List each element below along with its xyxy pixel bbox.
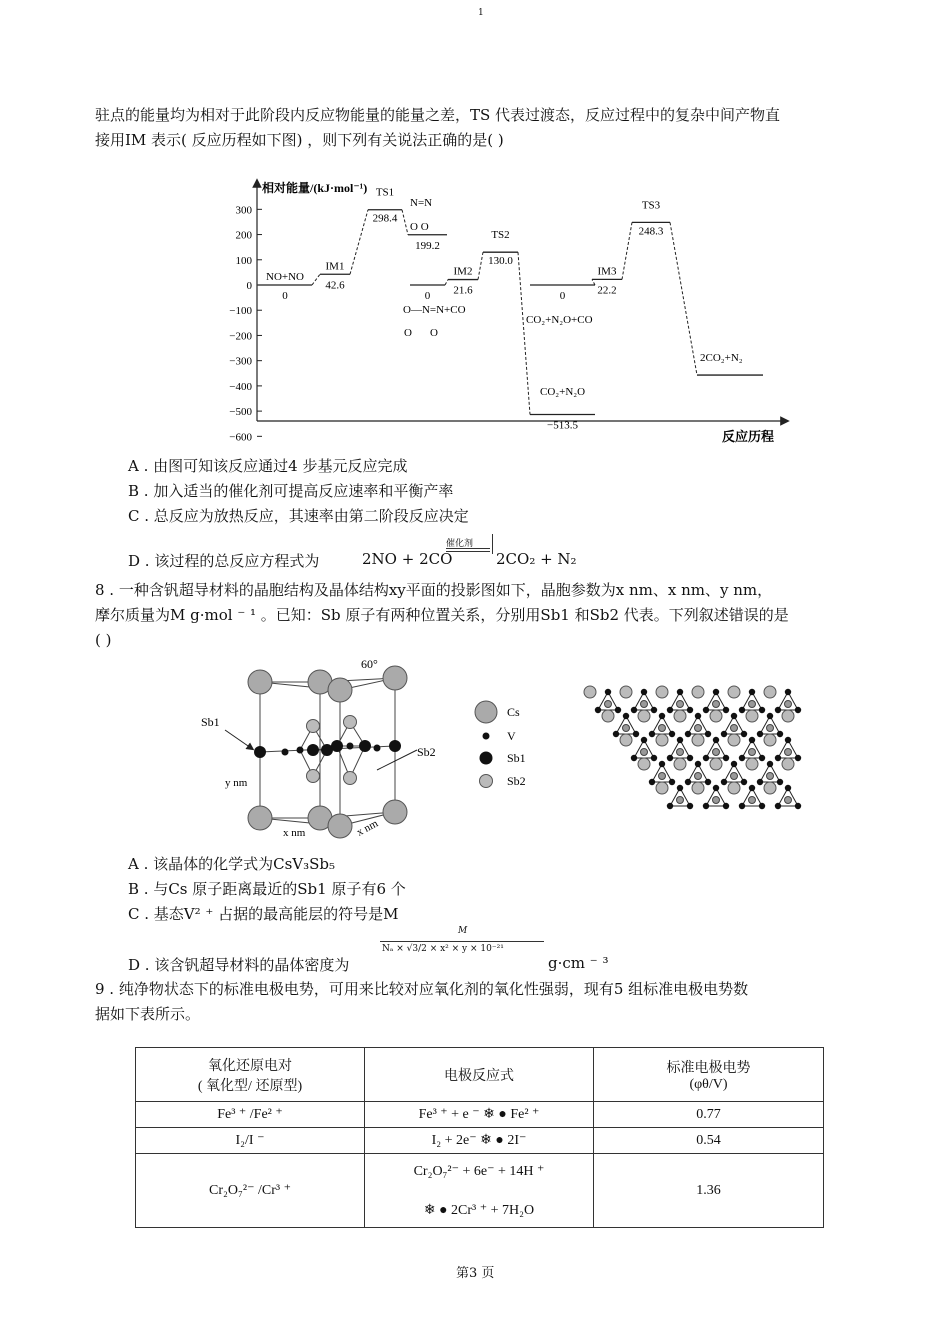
level-label: IM2 (453, 265, 473, 278)
ann-oo: O O (410, 221, 429, 233)
q8-d-numerator: M (458, 926, 468, 936)
proj-v (677, 689, 683, 695)
proj-v (687, 707, 693, 713)
proj-sb2 (695, 725, 702, 732)
proj-cs (746, 758, 758, 770)
proj-sb2 (785, 797, 792, 804)
q7-d-equals (446, 548, 490, 552)
proj-v (649, 731, 655, 737)
proj-sb2 (713, 797, 720, 804)
sb2-atom (344, 772, 357, 785)
proj-v (759, 755, 765, 761)
proj-v (739, 803, 745, 809)
proj-v (795, 803, 801, 809)
connector (445, 280, 448, 285)
proj-v (731, 713, 737, 719)
proj-v (659, 713, 665, 719)
proj-sb2 (641, 701, 648, 708)
y-tick-label: −200 (229, 330, 252, 343)
ann-o: O (404, 327, 412, 339)
connector (402, 210, 408, 235)
level-label: TS3 (641, 199, 661, 212)
intro-line-1: 驻点的能量均为相对于此阶段内反应物能量的能量之差，TS 代表过渡态，反应过程中的复杂中间产物直 (95, 106, 781, 124)
proj-v (759, 803, 765, 809)
proj-sb2 (659, 773, 666, 780)
proj-v (667, 707, 673, 713)
ann-final: 2CO₂+N₂ (700, 352, 743, 364)
q8-option-a: A . 该晶体的化学式为CsV₃Sb₅ (128, 855, 336, 873)
proj-v (703, 755, 709, 761)
proj-v (613, 731, 619, 737)
q9-line-2: 据如下表所示。 (95, 1005, 201, 1023)
cs-atom (383, 666, 407, 690)
q8-line-3: ( ) (95, 631, 112, 649)
proj-cs (764, 782, 776, 794)
proj-v (723, 707, 729, 713)
proj-v (775, 803, 781, 809)
proj-cs (656, 782, 668, 794)
proj-cs (674, 710, 686, 722)
proj-sb2 (731, 725, 738, 732)
sb2-atom (344, 716, 357, 729)
proj-sb2 (749, 701, 756, 708)
proj-v (651, 707, 657, 713)
proj-v (649, 779, 655, 785)
proj-v (785, 737, 791, 743)
fig-ynm: y nm (225, 777, 248, 789)
q8-d-fraction-bar (380, 941, 544, 942)
proj-v (641, 737, 647, 743)
level-value: 21.6 (453, 284, 473, 297)
proj-sb2 (677, 749, 684, 756)
crystal-atoms (248, 666, 407, 838)
y-tick-label: 0 (246, 280, 252, 292)
proj-v (775, 707, 781, 713)
proj-v (757, 731, 763, 737)
proj-cs (692, 782, 704, 794)
proj-cs (764, 734, 776, 746)
proj-cs (584, 686, 596, 698)
proj-v (685, 731, 691, 737)
cs-atom (248, 806, 272, 830)
fig-sb1-label: Sb1 (201, 715, 220, 729)
q7-d-right: 2CO₂ + N₂ (496, 550, 577, 568)
level-value: 42.6 (325, 279, 345, 292)
proj-cs (674, 758, 686, 770)
ann-o2: O (430, 327, 438, 339)
page-top-mark: 1 (478, 8, 484, 18)
proj-cs (728, 686, 740, 698)
proj-v (703, 803, 709, 809)
proj-v (667, 803, 673, 809)
q7-d-left: 2NO + 2CO (362, 550, 453, 568)
proj-v (721, 731, 727, 737)
proj-cs (710, 758, 722, 770)
y-tick-label: −400 (229, 380, 252, 393)
connector (670, 222, 697, 375)
header-potential: 标准电极电势 (φθ/V) (594, 1048, 824, 1102)
fig-angle: 60° (361, 657, 378, 671)
sb1-atom (389, 740, 401, 752)
intro-line-2: 接用IM 表示( 反应历程如下图) ，则下列有关说法正确的是( ) (95, 131, 504, 149)
proj-v (777, 779, 783, 785)
proj-v (767, 713, 773, 719)
y-tick-label: −300 (229, 355, 252, 368)
proj-v (651, 755, 657, 761)
legend-cs: Cs (507, 705, 520, 719)
proj-sb2 (749, 749, 756, 756)
proj-sb2 (767, 773, 774, 780)
proj-v (795, 707, 801, 713)
proj-v (703, 707, 709, 713)
sb1-atom (307, 744, 319, 756)
level-value: 199.2 (415, 239, 440, 252)
proj-sb2 (605, 701, 612, 708)
proj-v (731, 761, 737, 767)
proj-v (775, 755, 781, 761)
fig-sb2-label: Sb2 (417, 745, 436, 759)
proj-v (759, 707, 765, 713)
proj-v (721, 779, 727, 785)
cs-atom (328, 678, 352, 702)
fig-xnm-2: x nm (354, 817, 381, 839)
proj-v (633, 731, 639, 737)
v-atom (374, 745, 381, 752)
proj-sb2 (767, 725, 774, 732)
proj-sb2 (713, 701, 720, 708)
q8-option-c: C . 基态V² ⁺ 占据的最高能层的符号是M (128, 905, 399, 923)
level-label: TS1 (375, 186, 395, 199)
proj-sb2 (641, 749, 648, 756)
level-value: 0 (282, 290, 288, 302)
q7-option-b: B . 加入适当的催化剂可提高反应速率和平衡产率 (128, 482, 454, 500)
sb1-atom (254, 746, 266, 758)
y-tick-label: −600 (229, 431, 252, 444)
q7-option-c: C . 总反应为放热反应，其速率由第二阶段反应决定 (128, 507, 469, 525)
proj-v (685, 779, 691, 785)
proj-v (739, 755, 745, 761)
proj-sb2 (749, 797, 756, 804)
level-value: 22.2 (597, 284, 617, 297)
level-value: 298.4 (372, 212, 398, 225)
legend-v: V (507, 729, 516, 743)
y-tick-label: 200 (235, 229, 252, 242)
proj-v (785, 689, 791, 695)
level-value: 248.3 (638, 225, 664, 238)
proj-cs (620, 686, 632, 698)
proj-v (713, 737, 719, 743)
cs-atom (248, 670, 272, 694)
y-axis-label: 相对能量/(kJ·mol⁻¹) (262, 181, 368, 195)
proj-cs (692, 686, 704, 698)
proj-v (631, 707, 637, 713)
proj-v (723, 803, 729, 809)
proj-v (749, 785, 755, 791)
proj-sb2 (695, 773, 702, 780)
proj-v (669, 779, 675, 785)
ann-onnco: O—N=N+CO (403, 304, 466, 316)
y-tick-label: 100 (235, 254, 252, 267)
proj-cs (782, 710, 794, 722)
proj-v (687, 803, 693, 809)
proj-v (785, 785, 791, 791)
proj-cs (638, 758, 650, 770)
q8-d-unit: g·cm ⁻ ³ (548, 954, 609, 972)
proj-cs (746, 710, 758, 722)
proj-v (705, 731, 711, 737)
sb2-atom (307, 770, 320, 783)
sb1-atom (331, 740, 343, 752)
proj-sb2 (659, 725, 666, 732)
electrode-potential-table (135, 1047, 824, 1228)
level-value: −513.5 (547, 419, 578, 432)
proj-v (677, 737, 683, 743)
v-atom (347, 743, 354, 750)
proj-v (767, 761, 773, 767)
ann-nn: N=N (410, 197, 433, 209)
proj-cs (764, 686, 776, 698)
proj-v (595, 707, 601, 713)
y-tick-label: 300 (235, 204, 252, 217)
level-label: IM1 (325, 260, 345, 273)
table-row: I₂/I ⁻ I₂ + 2e⁻ ❄ ● 2I⁻ 0.54 (136, 1128, 824, 1154)
proj-v (749, 737, 755, 743)
sb1-atom (359, 740, 371, 752)
q8-d-denominator: Nₐ × √3/2 × x² × y × 10⁻²¹ (382, 944, 504, 954)
level-label: TS2 (491, 229, 510, 242)
proj-v (713, 785, 719, 791)
legend-sb1: Sb1 (507, 751, 526, 765)
proj-v (695, 761, 701, 767)
proj-v (741, 731, 747, 737)
level-value: 0 (424, 290, 431, 302)
proj-v (741, 779, 747, 785)
page-footer: 第3 页 (456, 1266, 495, 1281)
y-tick-label: −500 (229, 406, 252, 419)
level-value: 0 (559, 290, 566, 302)
q8-line-1: 8 . 一种含钒超导材料的晶胞结构及晶体结构xy平面的投影图如下，晶胞参数为x nm、x nm、y nm， (95, 581, 773, 599)
level-value: 130.0 (488, 255, 513, 268)
proj-sb2 (677, 701, 684, 708)
sb2-atom (307, 720, 320, 733)
y-tick-label: −100 (229, 305, 252, 318)
v-atom (282, 749, 289, 756)
table-row: Fe³ ⁺ /Fe² ⁺ Fe³ ⁺ + e ⁻ ❄ ● Fe² ⁺ 0.77 (136, 1102, 824, 1128)
proj-v (777, 731, 783, 737)
q8-line-2: 摩尔质量为M g·mol ⁻ ¹ 。已知：Sb 原子有两种位置关系，分别用Sb1 和Sb2 代表。下列叙述错误的是 (95, 606, 789, 624)
cs-atom (383, 800, 407, 824)
proj-v (723, 755, 729, 761)
proj-cs (620, 734, 632, 746)
proj-v (659, 761, 665, 767)
proj-cs (692, 734, 704, 746)
cs-atom (328, 814, 352, 838)
proj-sb2 (677, 797, 684, 804)
projection-lattice (584, 686, 801, 809)
x-axis-label: 反应历程 (722, 429, 775, 444)
proj-v (687, 755, 693, 761)
proj-v (615, 707, 621, 713)
proj-cs (728, 782, 740, 794)
proj-v (713, 689, 719, 695)
connector (622, 222, 632, 279)
proj-v (749, 689, 755, 695)
proj-v (677, 785, 683, 791)
ann-co2-n2o: CO₂+N₂O (540, 386, 586, 398)
proj-sb2 (713, 749, 720, 756)
proj-sb2 (623, 725, 630, 732)
q7-option-a: A . 由图可知该反应通过4 步基元反应完成 (128, 457, 408, 475)
proj-sb2 (731, 773, 738, 780)
proj-v (669, 731, 675, 737)
proj-cs (782, 758, 794, 770)
fig-xnm-1: x nm (283, 827, 306, 839)
q9-line-1: 9 . 纯净物状态下的标准电极电势，可用来比较对应氧化剂的氧化性强弱，现有5 组标准电极电势数 (95, 980, 749, 998)
connector (518, 252, 530, 414)
header-pair: 氧化还原电对 ( 氧化型/ 还原型) (136, 1048, 365, 1102)
proj-v (795, 755, 801, 761)
proj-v (605, 689, 611, 695)
crystal-figure (195, 652, 815, 847)
proj-v (623, 713, 629, 719)
energy-diagram (200, 175, 800, 450)
legend-sb2: Sb2 (507, 774, 526, 788)
proj-v (757, 779, 763, 785)
v-atom (297, 747, 304, 754)
connector (350, 210, 368, 275)
connector (478, 252, 483, 279)
connector (312, 274, 320, 285)
ann-co2-n2o-co: CO₂+N₂O+CO (526, 314, 593, 326)
energy-levels (258, 187, 763, 432)
proj-sb2 (785, 749, 792, 756)
proj-v (739, 707, 745, 713)
proj-cs (728, 734, 740, 746)
proj-cs (656, 686, 668, 698)
q7-d-bar (492, 534, 493, 554)
proj-v (695, 713, 701, 719)
proj-cs (710, 710, 722, 722)
proj-sb2 (785, 701, 792, 708)
table-row: Cr₂O₇²⁻ /Cr³ ⁺ Cr₂O₇²⁻ + 6e⁻ + 14H ⁺ ❄ ● 2Cr³ ⁺ + 7H₂O 1.36 (136, 1154, 824, 1228)
proj-cs (602, 710, 614, 722)
level-label: IM3 (597, 265, 617, 278)
q7-option-d: D . 该过程的总反应方程式为 (128, 552, 320, 570)
proj-v (667, 755, 673, 761)
proj-v (641, 689, 647, 695)
q7-d-catalyst: 催化剂 (446, 539, 474, 549)
proj-v (631, 755, 637, 761)
proj-cs (656, 734, 668, 746)
q8-option-b: B . 与Cs 原子距离最近的Sb1 原子有6 个 (128, 880, 406, 898)
proj-v (705, 779, 711, 785)
proj-cs (638, 710, 650, 722)
level-label: NO+NO (266, 271, 304, 283)
header-reaction: 电极反应式 (365, 1048, 594, 1102)
legend (475, 701, 526, 788)
connector (592, 279, 595, 285)
q8-option-d: D . 该含钒超导材料的晶体密度为 (128, 956, 350, 974)
